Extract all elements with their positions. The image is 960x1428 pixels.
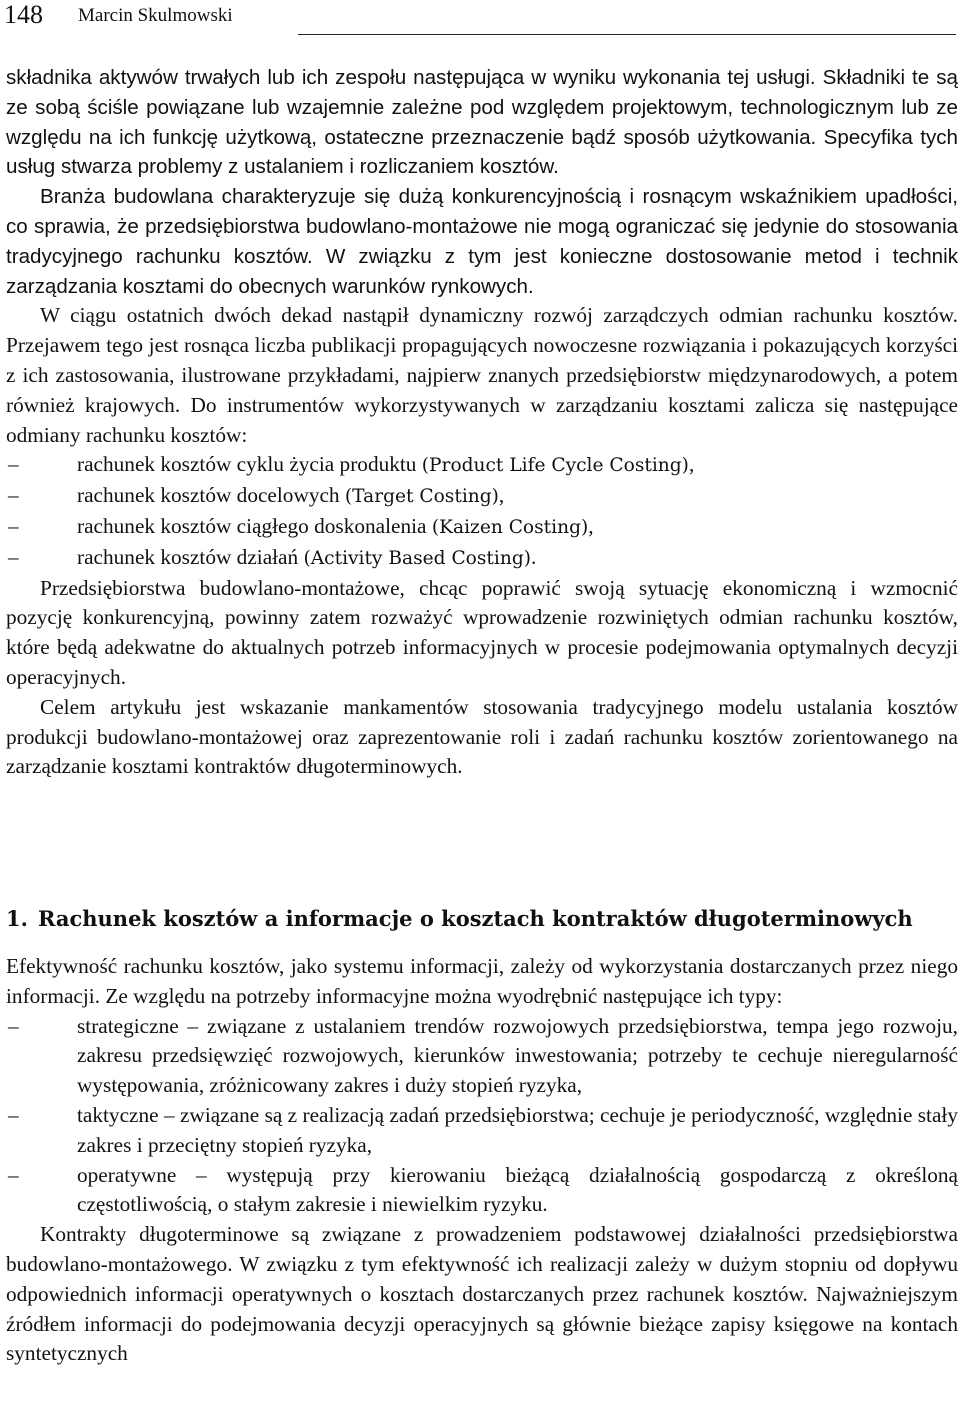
- list-item-text: rachunek kosztów ciągłego doskonalenia: [77, 513, 427, 538]
- list-item-punctuation: ,: [588, 513, 594, 538]
- list-item-term: (Activity Based Costing): [303, 547, 531, 569]
- paragraph-construction-industry: Branża budowlana charakteryzuje się dużą konkurencyjnością i rosnącym wskaźnikiem upadłości, co sprawia, że przedsiębiorstwa budowlano-montażowe nie mogą ograniczać się jedynie do stosowania tradycyjnego rachunku kosztów. W związku z tym jest konieczne dostosowanie metod i technik zarządzania kosztami do obecnych warunków rynkowych.: [6, 185, 958, 298]
- section-heading: [6, 901, 913, 937]
- list-item-text: taktyczne – związane są z realizacją zadań przedsiębiorstwa; cechuje je periodyczność, względnie stały zakres i przeciętny stopień ryzyka,: [77, 1102, 958, 1157]
- list-item-term: (Target Costing): [344, 486, 499, 508]
- list-item-punctuation: ,: [498, 483, 505, 508]
- paragraph-article-aim: Celem artykułu jest wskazanie mankamentów stosowania tradycyjnego modelu ustalania kosztów produkcji budowlano-montażowej oraz zaprezentowanie roli i zadań rachunku kosztów zorientowanego na zarządzanie kosztami kontraktów długoterminowych.: [6, 694, 958, 779]
- dash-marker: –: [8, 1013, 19, 1038]
- paragraph-asset-services: składnika aktywów trwałych lub ich zespołu następująca w wyniku wykonania tej usługi. Składniki te są ze sobą ściśle powiązane lub wzajemnie zależne pod względem projektowym, technologicznym lub ze względu na ich funkcję użytkową, ostateczne przeznaczenie bądź sposób użytkowania. Specyfika tych usług stwarza problemy z ustalaniem i rozliczaniem kosztów.: [6, 66, 958, 179]
- paragraph-information-types: Efektywność rachunku kosztów, jako systemu informacji, zależy od wykorzystania dostarczanych przez niego informacji. Ze względu na potrzeby informacyjne można wyodrębnić następujące ich typy:: [6, 954, 958, 1008]
- paragraph-long-term-contracts: Kontrakty długoterminowe są związane z prowadzeniem podstawowej działalności przedsiębiorstwa budowlano-montażowego. W związku z tym efektywność ich realizacji zależy w dużym stopniu od dopływu odpowiednich informacji operatywnych o kosztach dostarczanych przez rachunek kosztów. Najważniejszym źródłem informacji do podejmowania decyzji operacyjnych są głównie bieżące zapisy księgowe na kontach syntetycznych: [6, 1222, 958, 1366]
- page-number: 148: [4, 0, 43, 29]
- running-header: [4, 0, 956, 40]
- dash-marker: –: [8, 544, 19, 569]
- section-body: [6, 952, 958, 1369]
- list-item: [6, 1101, 958, 1161]
- list-item: [6, 450, 958, 481]
- list-item: [6, 1161, 958, 1221]
- list-item-text: rachunek kosztów działań: [77, 544, 299, 569]
- list-item-text: strategiczne – związane z ustalaniem trendów rozwojowych przedsiębiorstwa, tempa jego rozwoju, zakresu przedsięwzięć rozwojowych, kierunków inwestowania; potrzeby te cechuje nieregularność występowania, zróżnicowany zakres i duży stopień ryzyka,: [77, 1013, 958, 1098]
- dash-marker: –: [8, 452, 19, 477]
- dash-marker: –: [8, 513, 19, 538]
- list-item-text: operatywne – występują przy kierowaniu bieżącą działalnością gospodarczą z określoną częstotliwością, o stałym zakresie i niewielkim ryzyku.: [77, 1162, 958, 1217]
- list-item: [6, 481, 958, 512]
- header-rule: [298, 34, 956, 35]
- paragraph-companies-should-consider: Przedsiębiorstwa budowlano-montażowe, chcąc poprawić swoją sytuację ekonomiczną i wzmocnić pozycję konkurencyjną, powinny zatem rozważyć wprowadzenie rozwiniętych odmian rachunku kosztów, które będą adekwatne do aktualnych potrzeb informacyjnych w procesie podejmowania optymalnych decyzji operacyjnych.: [6, 575, 958, 689]
- dash-marker: –: [8, 1162, 19, 1187]
- paragraph-cost-accounting-development: W ciągu ostatnich dwóch dekad nastąpił dynamiczny rozwój zarządczych odmian rachunku kosztów. Przejawem tego jest rosnąca liczba publikacji propagujących nowoczesne rozwiązania i pokazujących korzyści z ich zastosowania, ilustrowane przykładami, najpierw znanych przedsiębiorstw międzynarodowych, a potem również krajowych. Do instrumentów wykorzystywanych w zarządzaniu kosztami zalicza się następujące odmiany rachunku kosztów:: [6, 303, 958, 447]
- section-title: Rachunek kosztów a informacje o kosztach kontraktów długoterminowych: [37, 906, 913, 931]
- list-item: [6, 543, 958, 574]
- list-item: [6, 1012, 958, 1101]
- list-item-punctuation: ,: [688, 452, 695, 477]
- list-item-term: (Kaizen Costing): [431, 516, 589, 538]
- cost-accounting-variants-list: [6, 450, 958, 573]
- list-item-term: (Product Life Cycle Costing): [421, 455, 689, 477]
- list-item: [6, 512, 958, 543]
- list-item-text: rachunek kosztów docelowych: [77, 483, 340, 508]
- intro-section: [6, 63, 958, 782]
- information-types-list: [6, 1012, 958, 1221]
- running-author: Marcin Skulmowski: [78, 5, 233, 26]
- list-item-punctuation: .: [530, 544, 537, 569]
- dash-marker: –: [8, 483, 19, 508]
- section-number: 1.: [6, 906, 28, 931]
- list-item-text: rachunek kosztów cyklu życia produktu: [77, 452, 417, 477]
- dash-marker: –: [8, 1102, 19, 1127]
